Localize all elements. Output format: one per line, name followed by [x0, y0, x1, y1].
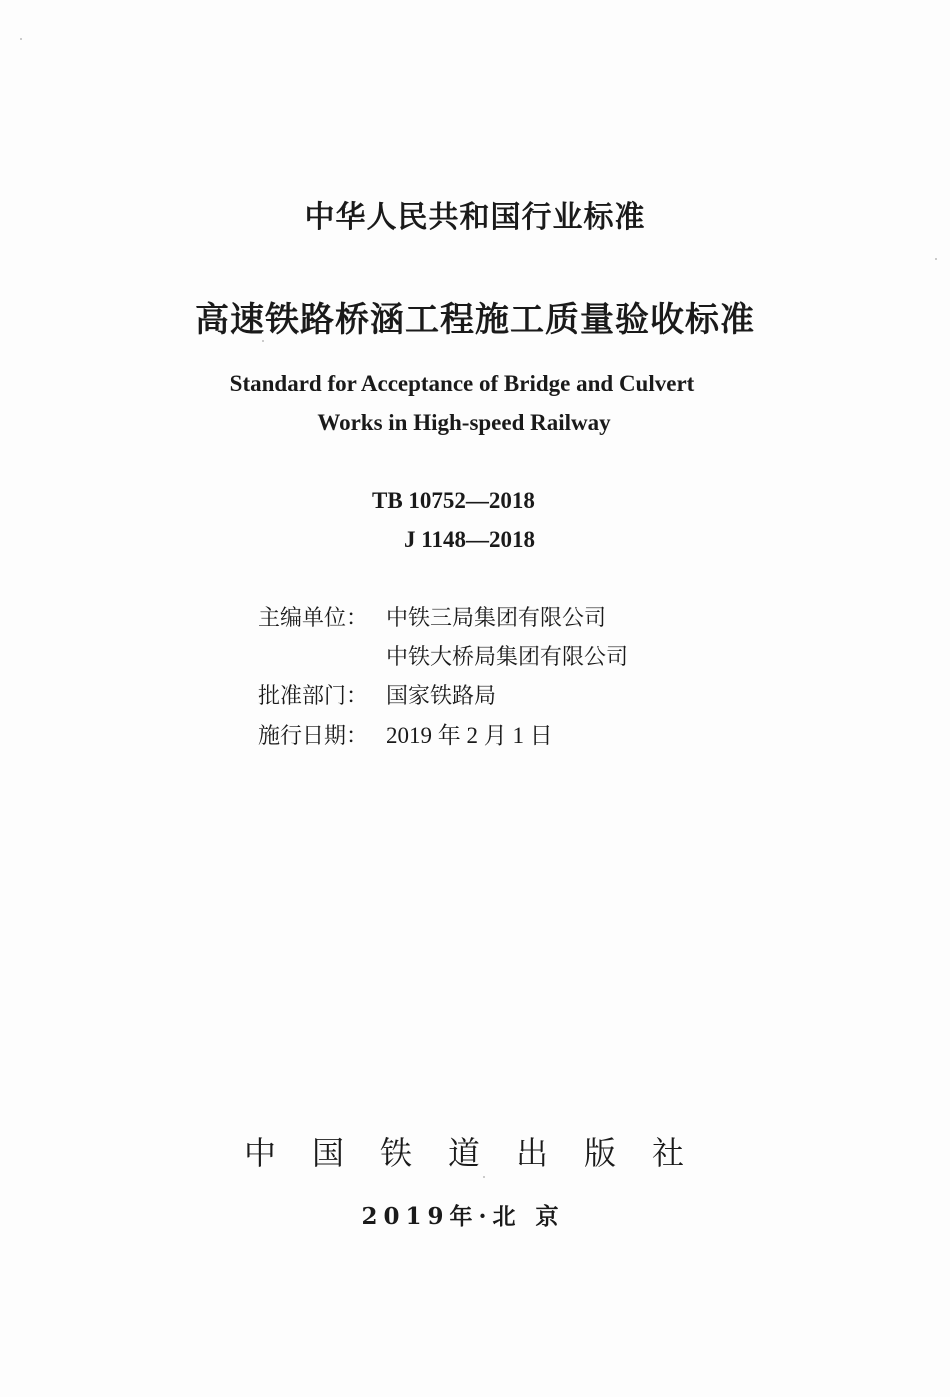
title-chinese: 高速铁路桥涵工程施工质量验收标准	[195, 300, 755, 340]
title-english-line-2: Works in High-speed Railway	[317, 410, 611, 435]
scan-speck	[935, 258, 937, 260]
effective-date-label: 施行日期：	[258, 724, 369, 749]
scan-speck	[20, 38, 22, 40]
publisher-name: 中国铁道出版社	[244, 1134, 721, 1172]
standard-category: 中华人民共和国行业标准	[304, 200, 646, 235]
approver-org: 国家铁路局	[386, 684, 497, 709]
publication-year-place: 2019年·北 京	[361, 1203, 565, 1230]
effective-date-value: 2019 年 2 月 1 日	[386, 723, 553, 748]
effective-date-row	[258, 721, 553, 751]
editor-row-2	[258, 643, 628, 673]
standard-code-tb: TB 10752—2018	[372, 488, 535, 513]
scan-speck	[262, 340, 264, 342]
scan-speck	[483, 1176, 485, 1178]
standard-code-j: J 1148—2018	[404, 527, 535, 552]
editor-org-1: 中铁三局集团有限公司	[386, 606, 607, 631]
editor-row	[258, 604, 606, 634]
editor-label: 主编单位：	[258, 606, 369, 631]
title-english-line-1: Standard for Acceptance of Bridge and Culvert	[229, 371, 695, 396]
approver-label: 批准部门：	[258, 684, 369, 709]
editor-org-2: 中铁大桥局集团有限公司	[386, 645, 629, 670]
approver-row	[258, 682, 496, 712]
